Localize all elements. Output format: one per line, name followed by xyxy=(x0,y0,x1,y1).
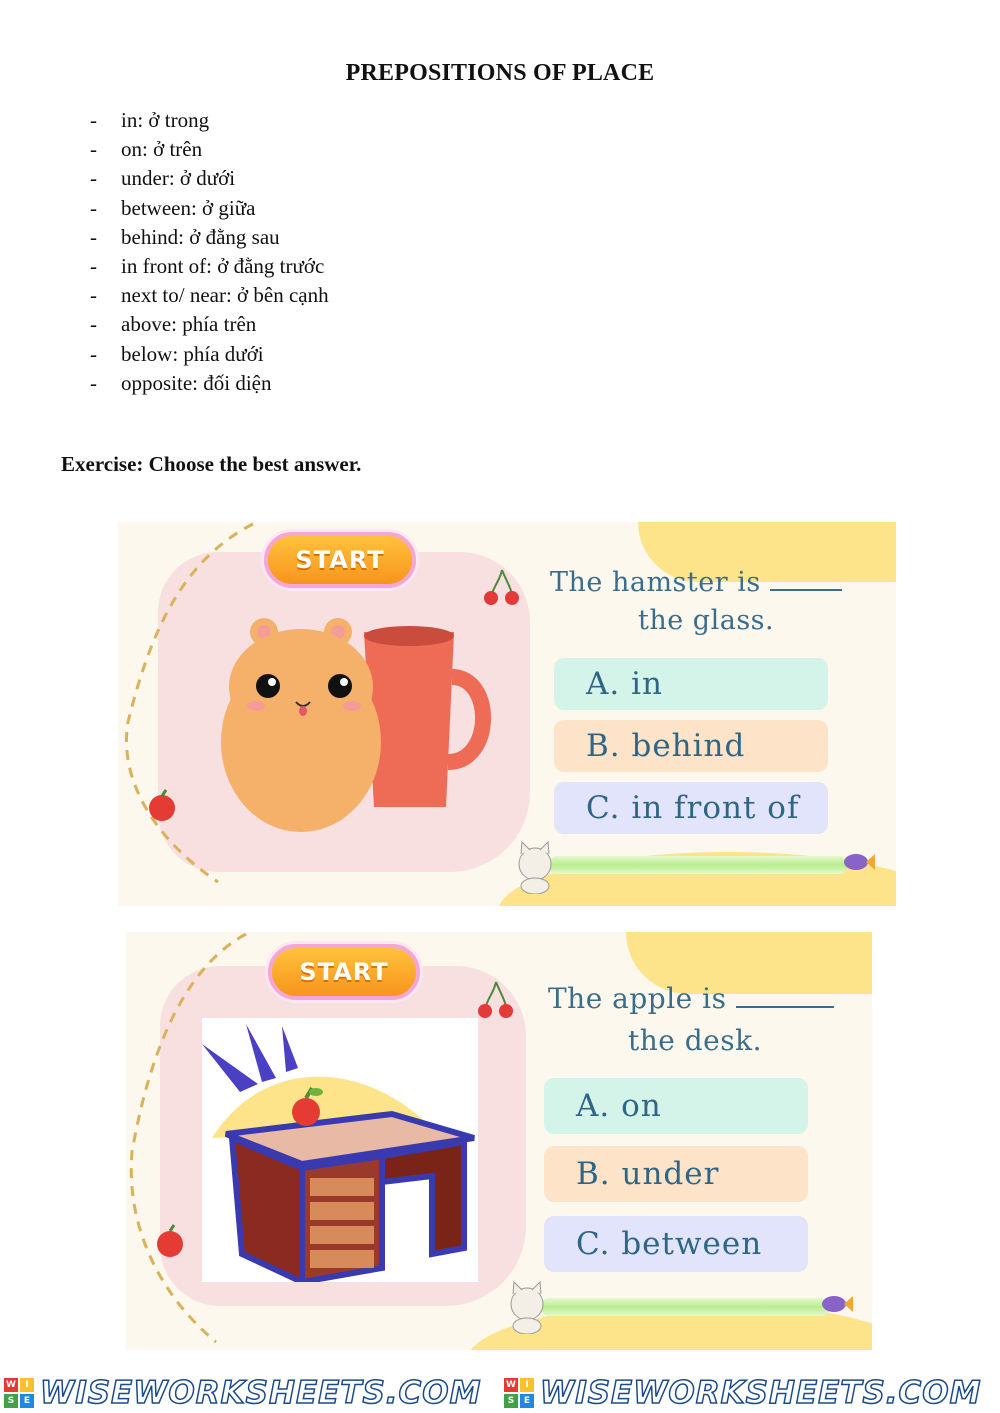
start-button[interactable]: START xyxy=(268,944,420,1000)
wise-logo-icon: W I S E xyxy=(504,1378,534,1408)
option-c-button[interactable]: C. between xyxy=(544,1216,808,1272)
apple-icon xyxy=(150,1222,190,1258)
option-b-button[interactable]: B. under xyxy=(544,1146,808,1202)
cherry-icon xyxy=(474,980,516,1022)
hamster-image xyxy=(206,612,396,832)
vocab-text: on: ở trên xyxy=(121,137,203,162)
list-item: - next to/ near: ở bên cạnh xyxy=(90,281,329,310)
vocab-text: between: ở giữa xyxy=(121,195,256,220)
list-item: - between: ở giữa xyxy=(90,194,329,223)
option-c-button[interactable]: C. in front of xyxy=(554,782,828,834)
progress-bar xyxy=(540,1298,830,1316)
list-item: - in: ở trong xyxy=(90,106,329,135)
quiz-slide-hamster xyxy=(118,522,896,906)
desk-with-apple-image xyxy=(202,1018,478,1282)
answer-blank xyxy=(736,1006,834,1008)
list-item: - under: ở dưới xyxy=(90,164,329,193)
question-text: The hamster is the glass. xyxy=(550,564,842,640)
option-b-button[interactable]: B. behind xyxy=(554,720,828,772)
vocab-text: under: ở dưới xyxy=(121,166,236,191)
watermark-unit xyxy=(0,1375,500,1411)
watermark-text: WISEWORKSHEETS.COM xyxy=(540,1374,982,1411)
vocab-text: in: ở trong xyxy=(121,108,210,132)
page-title: PREPOSITIONS OF PLACE xyxy=(345,60,655,86)
fish-icon xyxy=(842,850,876,874)
list-item: - on: ở trên xyxy=(90,135,329,164)
desk-picture-frame xyxy=(202,1018,478,1282)
list-item: - in front of: ở đằng trước xyxy=(90,252,329,281)
cat-icon xyxy=(510,840,560,894)
cherry-icon xyxy=(480,568,522,608)
answer-blank xyxy=(770,589,842,591)
progress-bar xyxy=(548,856,848,874)
wise-logo-icon: W I S E xyxy=(4,1378,34,1408)
watermark-text: WISEWORKSHEETS.COM xyxy=(40,1374,482,1411)
list-item: - above: phía trên xyxy=(90,310,329,339)
watermark-unit xyxy=(500,1375,1000,1411)
exercise-heading: Exercise: Choose the best answer. xyxy=(61,452,362,476)
vocab-text: in front of: ở đằng trước xyxy=(121,253,325,278)
apple-icon xyxy=(142,788,182,822)
footer-watermark xyxy=(0,1372,1000,1413)
vocab-text: behind: ở đằng sau xyxy=(121,224,280,249)
option-a-button[interactable]: A. in xyxy=(554,658,828,710)
vocabulary-list xyxy=(90,106,329,398)
fish-icon xyxy=(820,1292,854,1316)
vocab-text: below: phía dưới xyxy=(121,341,264,366)
question-text: The apple is the desk. xyxy=(548,978,834,1062)
list-item: - opposite: đối diện xyxy=(90,369,329,398)
vocab-text: opposite: đối diện xyxy=(121,370,272,395)
start-button[interactable]: START xyxy=(264,532,416,588)
list-item: - behind: ở đằng sau xyxy=(90,223,329,252)
vocab-text: above: phía trên xyxy=(121,312,257,337)
option-a-button[interactable]: A. on xyxy=(544,1078,808,1134)
list-item: - below: phía dưới xyxy=(90,340,329,369)
cat-icon xyxy=(502,1280,552,1334)
vocab-text: next to/ near: ở bên cạnh xyxy=(121,283,329,308)
quiz-slide-apple xyxy=(126,932,872,1350)
